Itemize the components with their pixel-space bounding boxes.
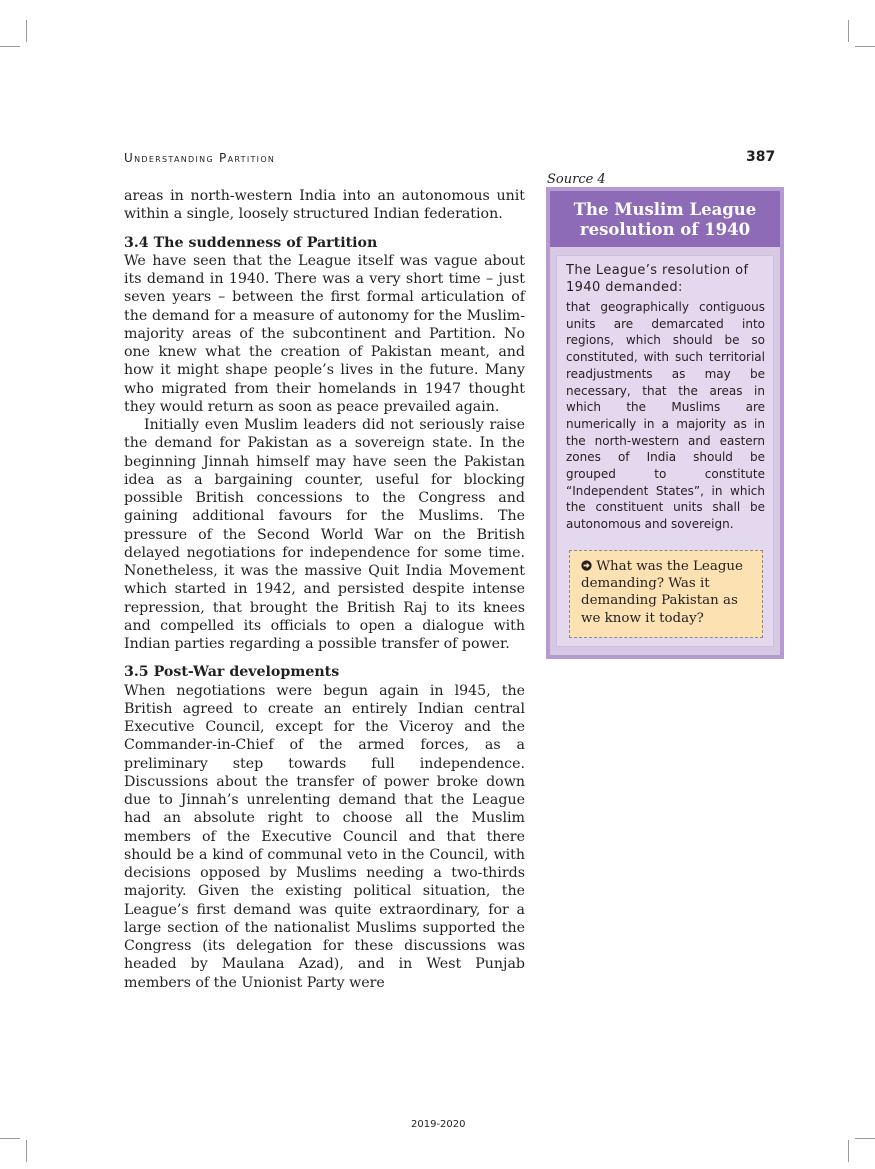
source-box (546, 187, 784, 659)
crop-mark (848, 1140, 849, 1162)
crop-mark (26, 1140, 27, 1162)
footer-year: 2019-2020 (411, 1119, 466, 1130)
resolution-quote: that geographically contiguous units are demarcated into regions, which should be so constituted, with such territorial readjustments as may be necessary, that the areas in which the Muslims are numerically in a majority as in the north-western and eastern zones of India should be grouped to constitute “Independent States”, in which the constituent units shall be autonomous and sovereign. (566, 300, 765, 532)
arrow-circle-icon (581, 559, 596, 574)
section-heading-3-4: 3.4 The suddenness of Partition (124, 234, 378, 251)
question-box (569, 550, 763, 638)
question-text: What was the League demanding? Was it demanding Pakistan as we know it today? (581, 559, 743, 626)
crop-mark (855, 46, 875, 47)
paragraph-intro: areas in north-western India into an autonomous unit within a single, loosely structured Indian federation. (124, 188, 525, 223)
crop-mark (848, 20, 849, 42)
source-label: Source 4 (547, 172, 606, 187)
source-intro: The League’s resolution of 1940 demanded: (566, 263, 749, 295)
crop-mark (0, 1138, 20, 1139)
crop-mark (0, 46, 20, 47)
main-text-column (124, 187, 525, 992)
page-number: 387 (746, 149, 776, 165)
paragraph: When negotiations were begun again in l945, the British agreed to create an entirely Indian central Executive Council, except for the Viceroy and the Commander-in-Chief of the armed forces, as a preliminary step towards full independence. Discussions about the transfer of power broke down due to Jinnah’s unrelenting demand that the League had an absolute right to choose all the Muslim members of the Executive Council and that there should be a kind of communal veto in the Council, with decisions opposed by Muslims needing a two-thirds majority. Given the existing political situation, the League’s first demand was quite extraordinary, for a large section of the nationalist Muslims supported the Congress (its delegation for these discussions was headed by Maulana Azad), and in West Punjab members of the Unionist Party were (124, 682, 525, 991)
source-title: The Muslim League resolution of 1940 (550, 191, 780, 247)
section-heading-3-5: 3.5 Post-War developments (124, 664, 340, 681)
running-header: Understanding Partition (124, 151, 276, 165)
paragraph: We have seen that the League itself was vague about its demand in 1940. There was a very short time – just seven years – between the first formal articulation of the demand for a measure of autonomy for the Muslim-majority areas of the subcontinent and Partition. No one knew what the creation of Pakistan meant, and how it might shape people’s lives in the future. Many who migrated from their homelands in 1947 thought they would return as soon as peace prevailed again. (124, 252, 525, 415)
paragraph: Initially even Muslim leaders did not seriously raise the demand for Pakistan as a sovereign state. In the beginning Jinnah himself may have seen the Pakistan idea as a bargaining counter, useful for blocking possible British concessions to the Congress and gaining additional favours for the Muslims. The pressure of the Second World War on the British delayed negotiations for independence for some time. Nonetheless, it was the massive Quit India Movement which started in 1942, and persisted despite intense repression, that brought the British Raj to its knees and compelled its officials to open a dialogue with Indian parties regarding a possible transfer of power. (124, 417, 525, 652)
source-content (556, 255, 774, 647)
crop-mark (855, 1138, 875, 1139)
crop-mark (26, 20, 27, 42)
